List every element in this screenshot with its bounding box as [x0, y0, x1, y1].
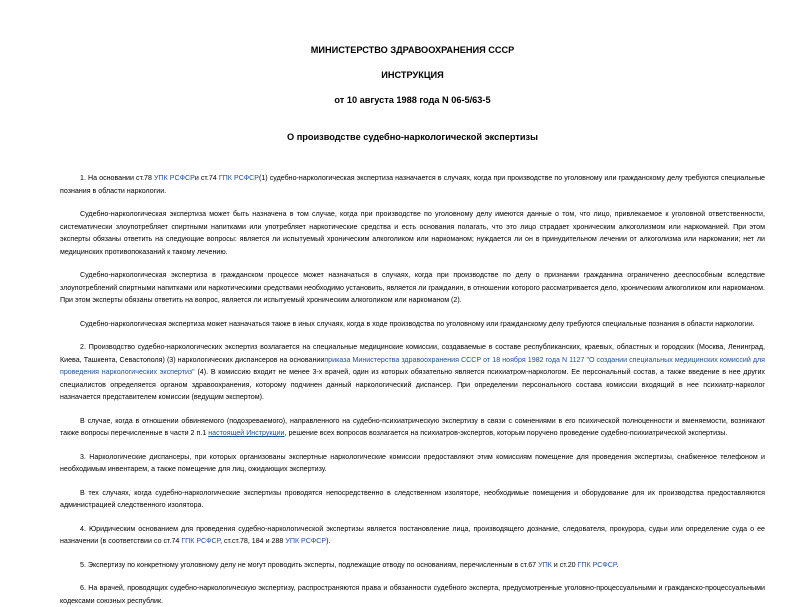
link-order-1127[interactable]: приказа Министерства здравоохранения СССР от 18 ноября 1982 года N 1127 "О создании специальных медицинских комиссий для проведения наркологических экспертиз" [60, 355, 765, 376]
paragraph-2: Судебно-наркологическая экспертиза может быть назначена в том случае, когда при производстве по уголовному делу имеются данные о том, что лицо, привлекаемое к уголовной ответственности, систематически злоупотребляет спиртными напитками или употребляет наркотические средства и есть основания полагать, что это лицо страдает хроническим алкоголизмом или наркоманией. При этом эксперты обязаны ответить на следующие вопросы: является ли испытуемый хроническим алкоголиком или наркоманом; нуждается ли он в принудительном лечении от алкоголизма или наркомании; нет ли медицинских противопоказаний к такому лечению. [60, 210, 765, 256]
document-body [60, 172, 765, 607]
paragraph-10: 5. Экспертизу по конкретному уголовному делу не могут проводить эксперты, подлежащие отводу по основаниям, перечисленным в ст.67 УПК и ст.20 ГПК РСФСР. [80, 560, 619, 569]
document-type-heading: ИНСТРУКЦИЯ [381, 70, 444, 80]
paragraph-5: 2. Производство судебно-наркологических экспертиз возлагается на специальные медицинские комиссии, создаваемые в составе республиканских, краевых, областных и городских (Москва, Ленинград, Киева, Ташкента, Севастополя) (3) наркологических диспансеров на основанииприказа Министерства здравоохранения СССР от 18 ноября 1982 года N 1127 "О создании специальных медицинских комиссий для проведения наркологических экспертиз" (4). В комиссию входит не менее 3-х врачей, один из которых обязательно является психиатром-наркологом. Ее персональный состав, а также введение в нее других специалистов определяется органом здравоохранения, которому подчинен данный наркологический диспансер. При определении персонального состава комиссии входящий в нее психиатр-нарколог назначается представителем комиссии (ведущим экспертом). [60, 343, 765, 401]
document-subject-title: О производстве судебно-наркологической экспертизы [287, 132, 538, 142]
link-gpk-rsfsr-art20[interactable]: ГПК РСФСР [577, 560, 617, 569]
link-upk-art67[interactable]: УПК [538, 560, 552, 569]
paragraph-3: Судебно-наркологическая экспертиза в гражданском процессе может назначаться в случаях, когда при производстве по делу о признании гражданина ограниченно дееспособным вследствие злоупотреблений спиртными напитками или наркотическими средствами необходимо установить, является ли гражданин, в отношении которого рассматривается дело, хроническим алкоголиком или наркоманом. При этом эксперты обязаны ответить на вопрос, является ли испытуемый хроническим алкоголиком или наркоманом (2). [60, 271, 765, 304]
paragraph-9: 4. Юридическим основанием для проведения судебно-наркологической экспертизы является постановление лица, производящего дознание, следователя, прокурора, судьи или определение суда о ее назначении (в соответствии со ст.74 ГПК РСФСР, ст.ст.78, 184 и 288 УПК РСФСР). [60, 524, 765, 545]
document-date-number: от 10 августа 1988 года N 06-5/63-5 [334, 95, 491, 105]
paragraph-8: В тех случаях, когда судебно-наркологические экспертизы проводятся непосредственно в следственном изоляторе, необходимые помещения и оборудование для их производства предоставляются администрацией следственного изолятора. [60, 488, 765, 509]
paragraph-1: 1. На основании ст.78 УПК РСФСРи ст.74 ГПК РСФСР(1) судебно-наркологическая экспертиза назначается в случаях, когда при производстве по уголовному или гражданскому делу требуются специальные познания в области наркологии. [60, 174, 766, 195]
paragraph-11: 6. На врачей, проводящих судебно-наркологическую экспертизу, распространяются права и обязанности судебного эксперта, предусмотренные уголовно-процессуальными и гражданско-процессуальными кодексами союзных республик. [60, 584, 765, 605]
link-gpk-rsfsr[interactable]: ГПК РСФСР [218, 174, 259, 182]
paragraph-6: В случае, когда в отношении обвиняемого (подозреваемого), направленного на судебно-психиатрическую экспертизу в связи с сомнениями в его психической полноценности и вменяемости, возникают также вопросы перечисленные в части 2 п.1 настоящей Инструкции, решение всех вопросов возлагается на психиатров-экспертов, которым поручено проведение судебно-психиатрической экспертизы. [60, 416, 765, 437]
link-gpk-rsfsr-art74[interactable]: ГПК РСФСР [181, 537, 221, 545]
paragraph-7: 3. Наркологические диспансеры, при которых организованы экспертные наркологические комиссии предоставляют этим комиссиям помещение для проведения экспертизы, снабженное телефоном и необходимым инвентарем, а также помещение для лиц, ожидающих экспертизу. [60, 452, 765, 473]
ministry-heading: МИНИСТЕРСТВО ЗДРАВООХРАНЕНИЯ СССР [310, 45, 515, 55]
link-upk-rsfsr[interactable]: УПК РСФСР [153, 174, 195, 182]
paragraph-4: Судебно-наркологическая экспертиза может назначаться также в иных случаях, когда в ходе производства по уголовному или гражданскому делу требуются специальные познания в области наркологии. [80, 319, 755, 328]
link-this-instruction[interactable]: настоящей Инструкции [208, 429, 285, 437]
link-upk-rsfsr-arts[interactable]: УПК РСФСР [285, 537, 327, 545]
